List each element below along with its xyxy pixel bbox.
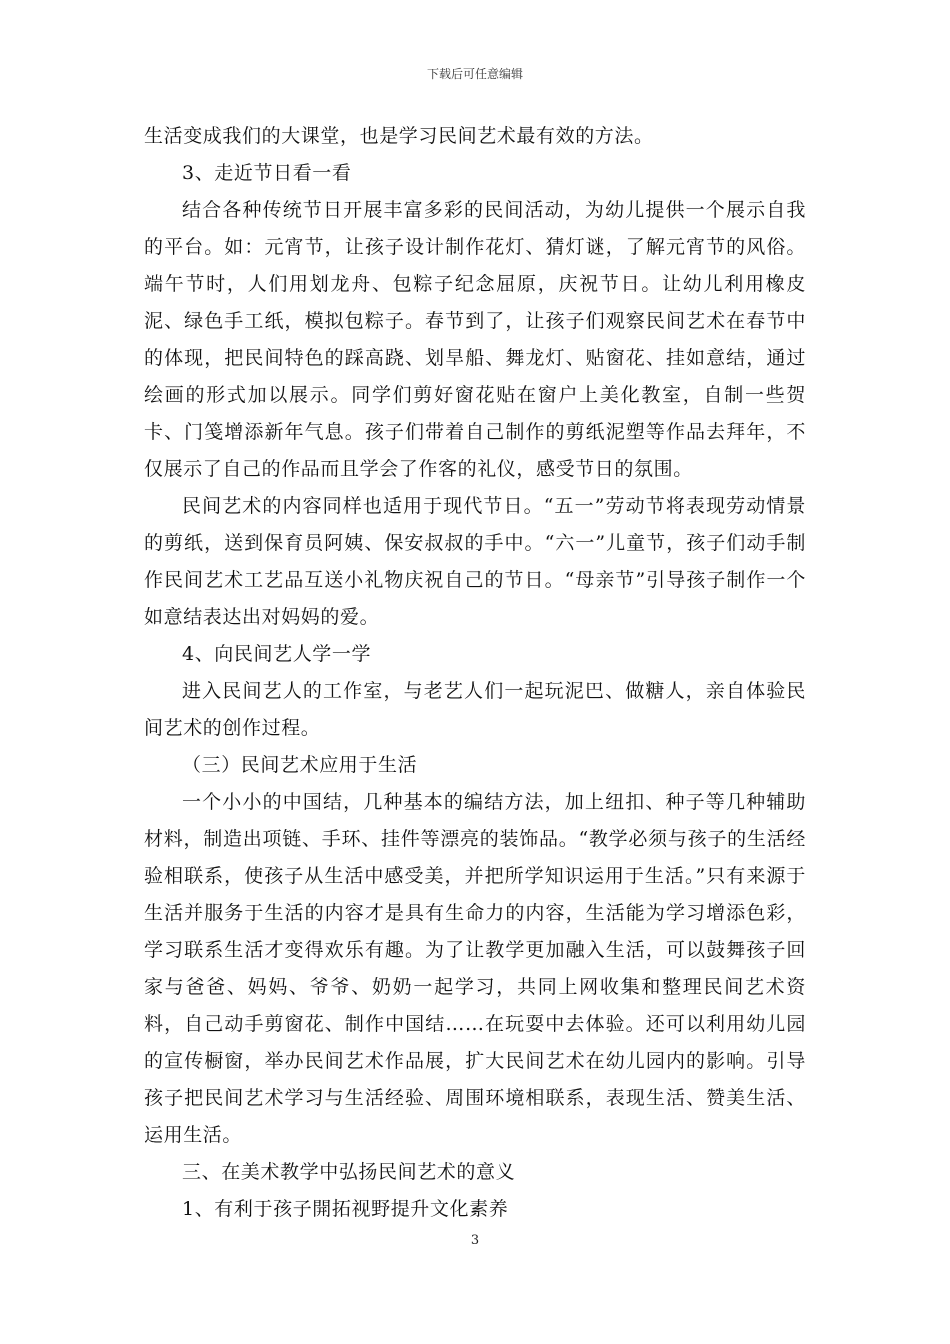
paragraph: 进入民间艺人的工作室，与老艺人们一起玩泥巴、做糖人，亲自体验民间艺术的创作过程。 <box>144 680 806 739</box>
section-heading: （三）民间艺术应用于生活 <box>182 754 418 776</box>
paragraph: 结合各种传统节日开展丰富多彩的民间活动，为幼儿提供一个展示自我的平台。如：元宵节，让孩子设计制作花灯、猜灯谜，了解元宵节的风俗。端午节时，人们用划龙舟、包粽子纪念屈原，庆祝节日。让幼儿利用橡皮泥、绿色手工纸，模拟包粽子。春节到了，让孩子们观察民间艺术在春节中的体现，把民间特色的踩高跷、划旱船、舞龙灯、贴窗花、挂如意结，通过绘画的形式加以展示。同学们剪好窗花贴在窗户上美化教室，自制一些贺卡、门笺增添新年气息。孩子们带着自己制作的剪纸泥塑等作品去拜年，不仅展示了自己的作品而且学会了作客的礼仪，感受节日的氛围。 <box>144 199 806 480</box>
section-heading: 3、走近节日看一看 <box>182 162 352 184</box>
document-body <box>144 118 806 1228</box>
paragraph: 一个小小的中国结，几种基本的编结方法，加上纽扣、种子等几种辅助材料，制造出项链、手环、挂件等漂亮的装饰品。“教学必须与孩子的生活经验相联系，使孩子从生活中感受美，并把所学知识运用于生活。”只有来源于生活并服务于生活的内容才是具有生命力的内容，生活能为学习增添色彩，学习联系生活才变得欢乐有趣。为了让教学更加融入生活，可以鼓舞孩子回家与爸爸、妈妈、爷爷、奶奶一起学习，共同上网收集和整理民间艺术资料，自己动手剪窗花、制作中国结……在玩耍中去体验。还可以利用幼儿园的宣传橱窗，举办民间艺术作品展，扩大民间艺术在幼儿园内的影响。引导孩子把民间艺术学习与生活经验、周围环境相联系，表现生活、赞美生活、运用生活。 <box>144 791 806 1146</box>
page-number: 3 <box>470 1233 480 1248</box>
section-heading: 4、向民间艺人学一学 <box>182 643 372 665</box>
page-header: 下载后可任意编辑 <box>426 67 523 81</box>
section-heading: 1、有利于孩子開拓视野提升文化素养 <box>182 1198 509 1220</box>
paragraph: 生活变成我们的大课堂，也是学习民间艺术最有效的方法。 <box>144 125 654 147</box>
section-heading: 三、在美术教学中弘扬民间艺术的意义 <box>182 1161 516 1183</box>
paragraph: 民间艺术的内容同样也适用于现代节日。“五一”劳动节将表现劳动情景的剪纸，送到保育员阿姨、保安叔叔的手中。“六一”儿童节，孩子们动手制作民间艺术工艺品互送小礼物庆祝自己的节日。“母亲节”引导孩子制作一个如意结表达出对妈妈的爱。 <box>144 495 806 628</box>
